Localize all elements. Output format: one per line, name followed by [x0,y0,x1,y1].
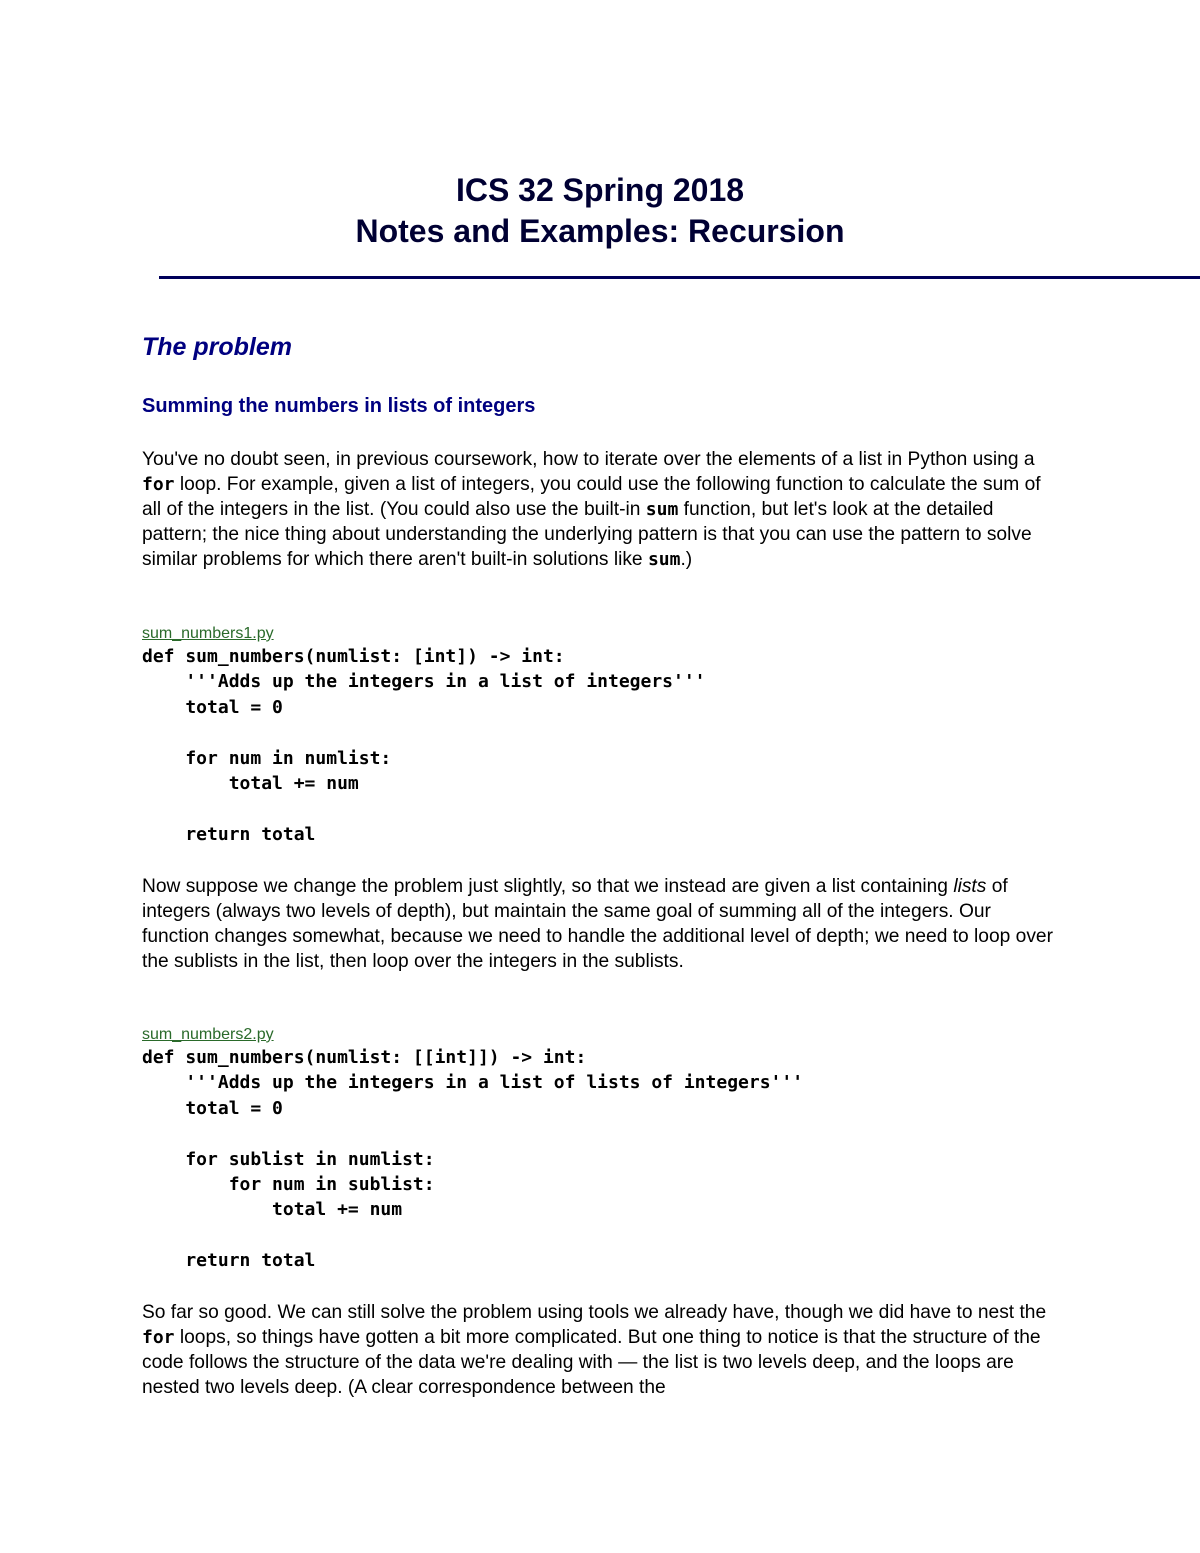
section-heading: The problem [142,333,293,361]
second-paragraph: Now suppose we change the problem just slightly, so that we instead are given a list containing lists of integers (always two levels of depth), but maintain the same goal of summing all of the integers. Our function changes somewhat, because we need to handle the additional level of depth; we need to loop over the sublists in the list, then loop over the integers in the sublists. [142,876,1053,972]
keyword-for: for [142,474,175,495]
intro-paragraph: You've no doubt seen, in previous coursework, how to iterate over the elements of a list in Python using a for loop. For example, given a list of integers, you could use the following function to calculate the sum of all of the integers in the list. (You could also use the built-in sum function, but let's look at the detailed pattern; the nice thing about understanding the underlying pattern is that you can use the pattern to solve similar problems for which there aren't built-in solutions like sum.) [142,449,1041,570]
example2-filename-link[interactable]: sum_numbers2.py [142,1026,274,1043]
emphasis-lists: lists [953,876,987,897]
header-divider [159,276,1200,279]
keyword-sum: sum [647,549,681,570]
example1-filename-link[interactable]: sum_numbers1.py [142,625,274,642]
example2-code-block: def sum_numbers(numlist: [[int]]) -> int: '''Adds up the integers in a list of lists of integers''' total = 0 for sublist in numlist: for num in sublist: total += num return total [142,1047,804,1272]
third-paragraph: So far so good. We can still solve the problem using tools we already have, though we did have to nest the for loops, so things have gotten a bit more complicated. But one thing to notice is that the structure of the code follows the structure of the data we're dealing with — the list is two levels deep, and the loops are nested two levels deep. (A clear correspondence between the [142,1302,1047,1398]
keyword-sum: sum [645,499,679,520]
page-title-line-2: Notes and Examples: Recursion [355,213,845,249]
keyword-for: for [142,1327,175,1348]
section-subheading: Summing the numbers in lists of integers [142,395,536,417]
example1-code-block: def sum_numbers(numlist: [int]) -> int: '''Adds up the integers in a list of integers''' total = 0 for num in numlist: total += num return total [142,646,706,845]
page-title-line-1: ICS 32 Spring 2018 [455,172,745,208]
